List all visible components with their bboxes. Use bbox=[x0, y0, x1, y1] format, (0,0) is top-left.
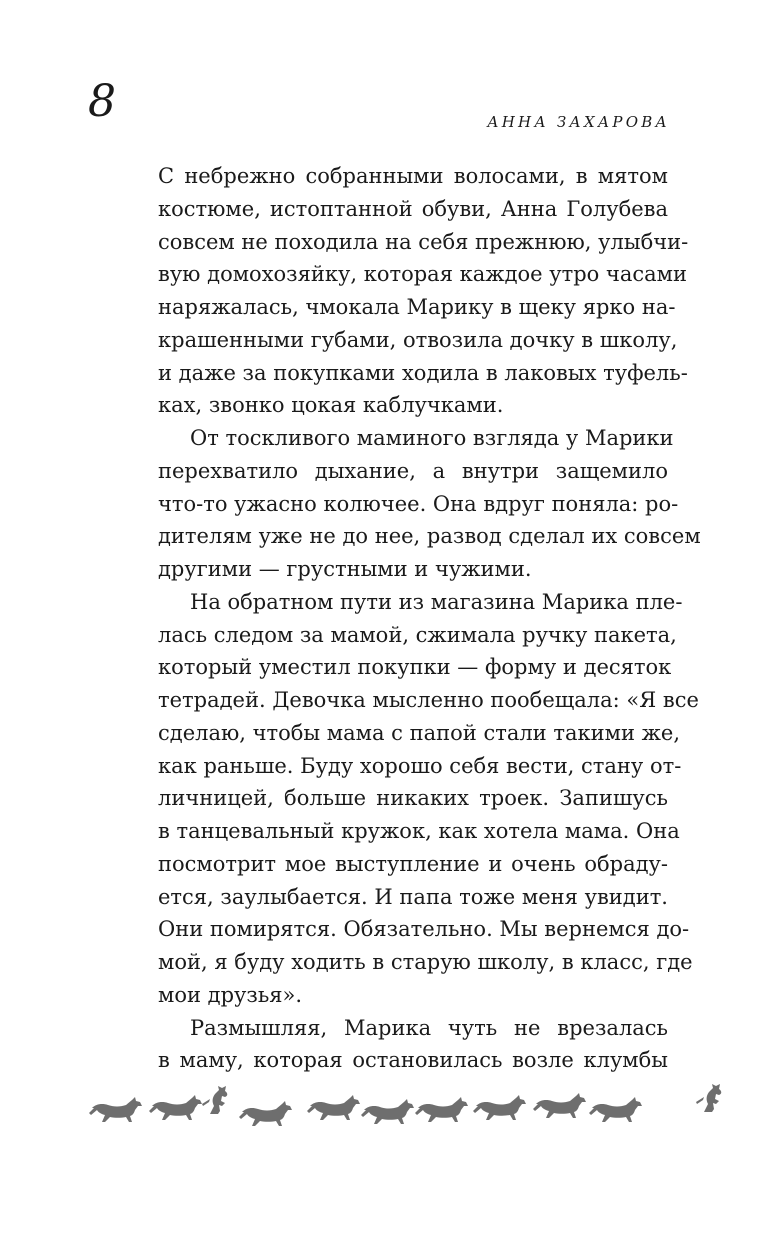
text-line: который уместил покупки — форму и десяток bbox=[158, 655, 672, 680]
text-line: От тоскливого маминого взгляда у Марики bbox=[190, 426, 674, 450]
horse-icon bbox=[589, 1097, 642, 1122]
text-line: личницей, больше никаких троек. Запишусь bbox=[158, 786, 668, 811]
horse-icon bbox=[307, 1095, 360, 1120]
text-line: в маму, которая остановилась возле клумбы bbox=[158, 1048, 668, 1073]
horse-icon bbox=[202, 1086, 227, 1114]
text-line: совсем не походила на себя прежнюю, улыбчи- bbox=[158, 229, 689, 254]
text-line: сделаю, чтобы мама с папой стали такими же, bbox=[158, 720, 681, 745]
horse-icon bbox=[415, 1097, 468, 1122]
text-line: костюме, истоптанной обуви, Анна Голубева bbox=[158, 196, 668, 221]
text-line: Размышляя, Марика чуть не врезалась bbox=[190, 1015, 668, 1040]
horse-icon bbox=[149, 1095, 202, 1120]
text-line: наряжалась, чмокала Марику в щеку ярко на- bbox=[158, 295, 676, 319]
horse-icon bbox=[533, 1093, 586, 1118]
text-line: ется, заулыбается. И папа тоже меня увидит. bbox=[158, 884, 668, 909]
text-line: в танцевальный кружок, как хотела мама. Она bbox=[158, 819, 680, 843]
text-line: мой, я буду ходить в старую школу, в класс, где bbox=[158, 950, 693, 974]
text-line: как раньше. Буду хорошо себя вести, стану от- bbox=[158, 753, 682, 778]
horse-icon bbox=[361, 1099, 414, 1124]
running-head-author: АННА ЗАХАРОВА bbox=[487, 113, 670, 131]
text-line: мои друзья». bbox=[158, 982, 303, 1007]
text-line: что-то ужасно колючее. Она вдруг поняла: ро- bbox=[158, 491, 679, 516]
text-line: крашенными губами, отвозила дочку в школу, bbox=[158, 327, 678, 352]
text-line: дителям уже не до нее, развод сделал их совсем bbox=[158, 524, 701, 549]
text-line: перехватило дыхание, а внутри защемило bbox=[158, 458, 668, 483]
horse-icon bbox=[89, 1097, 142, 1122]
text-line: лась следом за мамой, сжимала ручку пакета, bbox=[158, 622, 677, 647]
text-line: Они помирятся. Обязательно. Мы вернемся до- bbox=[158, 917, 690, 942]
horses-ornament bbox=[88, 1078, 728, 1130]
page-number: 8 bbox=[88, 76, 116, 127]
body-text bbox=[158, 160, 701, 1077]
text-line: вую домохозяйку, которая каждое утро часами bbox=[158, 262, 688, 287]
horse-icon bbox=[696, 1084, 721, 1112]
text-line: ках, звонко цокая каблучками. bbox=[158, 393, 504, 418]
text-line: и даже за покупками ходила в лаковых туфель- bbox=[158, 360, 688, 385]
text-line: С небрежно собранными волосами, в мятом bbox=[158, 164, 668, 188]
horse-icon bbox=[473, 1095, 526, 1120]
text-line: другими — грустными и чужими. bbox=[158, 557, 532, 581]
horse-icon bbox=[239, 1101, 292, 1126]
text-line: На обратном пути из магазина Марика пле- bbox=[190, 589, 683, 614]
text-line: посмотрит мое выступление и очень обраду- bbox=[158, 851, 668, 876]
text-line: тетрадей. Девочка мысленно пообещала: «Я все bbox=[158, 688, 699, 712]
